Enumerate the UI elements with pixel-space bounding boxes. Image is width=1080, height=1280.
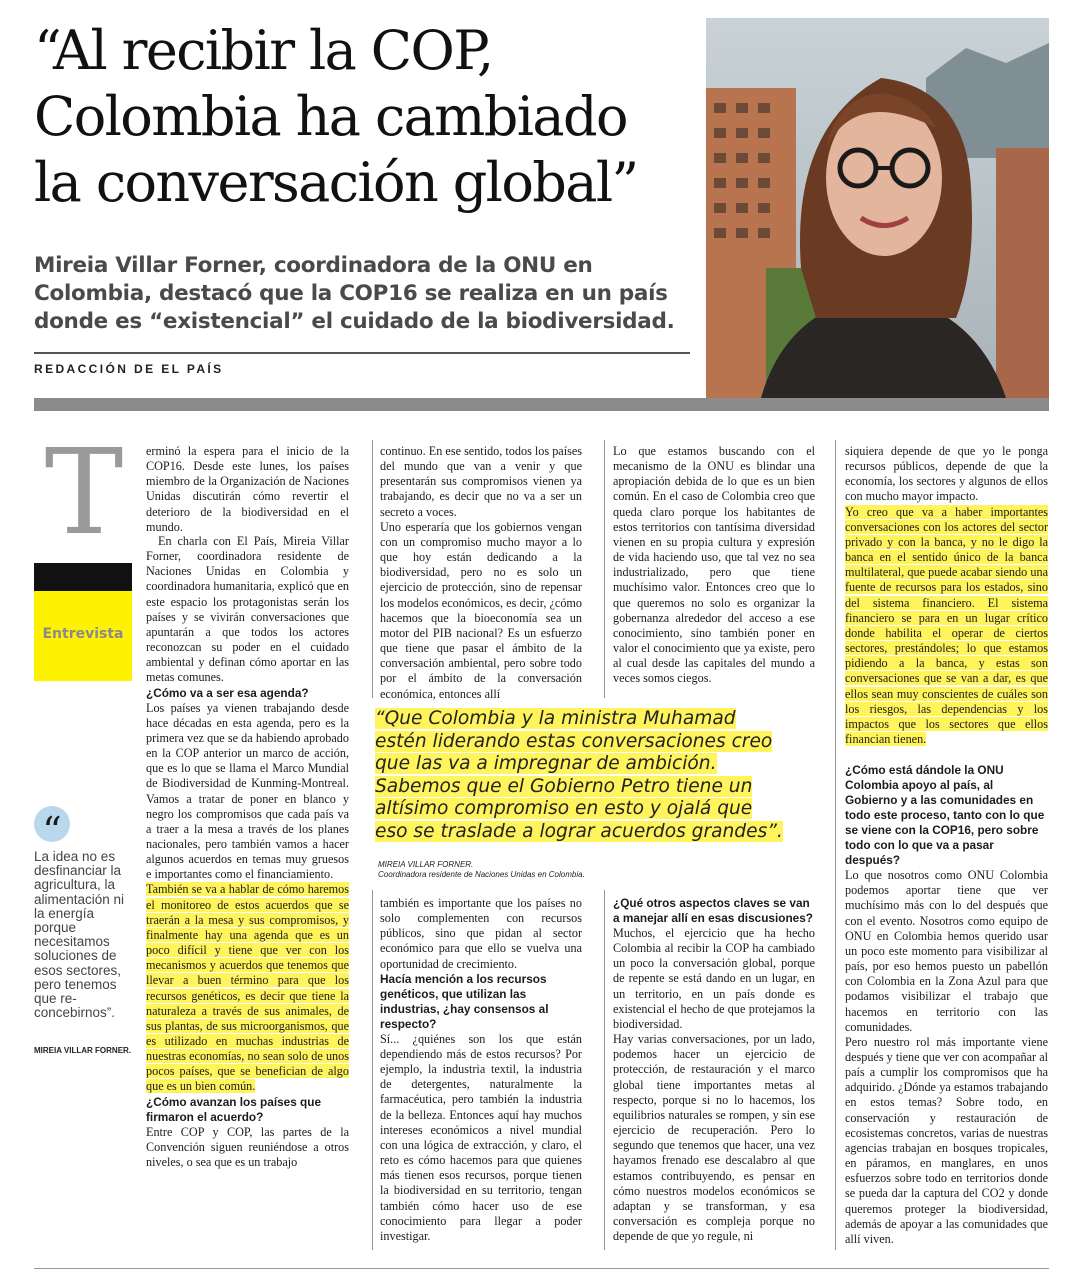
section-divider-bar — [34, 398, 1049, 411]
headline-line: Colombia ha cambiado — [34, 85, 627, 148]
quote-line: estén liderando estas conversaciones creo — [375, 730, 773, 752]
paragraph: Hay varias conversaciones, por un lado, podemos hacer un ejercicio de protección, de restauración y el marco global tiene importantes metas al respecto, porque si no lo hacemos, los equilibrios naturales se rompen, y sin ese ejercicio de recuperación. Pero lo segundo que tenemos que hacer, una vez hayamos frenado ese descalabro al que estamos contribuyendo, es pensar en cómo nuestros modelos económicos se adaptan y se transforman, y esa conversación es compleja porque no depende de que yo regule, ni — [613, 1032, 815, 1244]
subheadline — [34, 252, 694, 336]
interview-question: ¿Cómo avanzan los países que firmaron el acuerdo? — [146, 1094, 322, 1124]
drop-cap: T — [44, 423, 124, 561]
paragraph: también es importante que los países no solo complementen con recursos públicos, sino que pidan al sector económico para que ello se vuelva una oportunidad de crecimiento. — [380, 896, 582, 971]
quote-attribution-name: MIREIA VILLAR FORNER. — [378, 860, 474, 869]
subhead-line: donde es “existencial” el cuidado de la biodiversidad. — [34, 309, 675, 334]
paragraph: Muchos, el ejercicio que ha hecho Colombia al recibir la COP ha cambiado un poco la conversación global, porque de repente se está dando en un lugar, en un territorio, en un país donde es existencial el hecho de que protejamos la biodiversidad. — [613, 926, 815, 1031]
column-rule — [372, 890, 373, 1250]
article-column-3-bottom — [613, 896, 815, 1244]
pullquote-text: La idea no es desfinanciar la agricultura, la alimentación ni la energía porque necesitamos soluciones de esos sectores, pero tenemos que re-concebirnos”. — [34, 849, 125, 1021]
column-rule — [372, 440, 373, 698]
portrait-photo — [706, 18, 1049, 398]
headline-line: la conversación global” — [34, 151, 638, 214]
article-column-2-bottom — [380, 896, 582, 1244]
paragraph: Uno esperaría que los gobiernos vengan con un compromiso mucho mayor a lo que hoy están dedicando a la biodiversidad, pero no es solo un ejercicio de protección, sino de repensar los modelos económicos, es decir, ¿cómo hacemos que la bioeconomía sea un motor del PIB nacional? Es un esfuerzo que tiene que pasar el ámbito de la conversación ambiental, pero sobre todo por el ámbito de la conversación económica, entonces allí — [380, 519, 582, 701]
article-column-2 — [380, 444, 582, 702]
highlighted-paragraph — [146, 882, 349, 1094]
article-column-1 — [146, 444, 349, 535]
paragraph: Lo que nosotros como ONU Colombia podemos aportar tiene que ver muchísimo más con lo del después que con el evento. Nosotros como equipo de ONU en Colombia hemos querido usar un poco este momento para visibilizar al país, por eso hemos puesto un pabellón con Colombia en la Zona Azul para que podamos visibilizar el trabajo que hacemos en territorio con las comunidades. — [845, 868, 1048, 1034]
highlight: Yo creo que va a haber importantes conversaciones con los actores del sector privado y con la banca, y no le digo la banca en el sentido único de la banca multilateral, que puede acabar siendo una fuente de recursos para los estados, sino del sistema financiero. El sistema financiero se para en un lugar crítico donde habilita el operar de ciertos sectores, prestándoles; lo que estamos pidiendo a la banca, y estas son conversaciones que se van a dar, es que ellos sean muy conscientes de cuáles son los riesgos, las dependencias y los impactos que los sectores que ellos financian tienen. — [845, 504, 1048, 746]
highlighted-paragraph — [845, 505, 1048, 748]
quote-line: que las va a impregnar de ambición. — [375, 753, 717, 775]
column-rule — [835, 440, 836, 1250]
interview-question: ¿Qué otros aspectos claves se van a manejar allí en esas discusiones? — [613, 896, 813, 925]
paragraph: Sí... ¿quiénes son los que están dependiendo más de estos recursos? Por ejemplo, la industria textil, la industria de detergentes, naturalmente la farmacéutica, pero también la industria de la belleza. Entonces aquí hay muchos intereses económicos a nivel mundial con una lógica de extracción, y claro, el reto es cómo hacemos para que quienes más tienen esos recursos, porque tienen la biodiversidad en su territorio, tengan también cómo hacer uso de ese conocimiento para llegar a poder investigar. — [380, 1031, 582, 1243]
paragraph: Entre COP y COP, las partes de la Convención siguen reuniéndose a otros niveles, o sea que es un trabajo — [146, 1124, 349, 1169]
byline: REDACCIÓN DE EL PAÍS — [34, 362, 224, 376]
headline-line: “Al recibir la COP, — [34, 19, 493, 82]
article-column-3 — [613, 444, 815, 687]
quote-attribution-role: Coordinadora residente de Naciones Unidas en Colombia. — [378, 870, 585, 879]
article-column-4 — [845, 444, 1048, 1247]
quote-line: “Que Colombia y la ministra Muhamad — [375, 708, 736, 729]
paragraph: Los países ya vienen trabajando desde hace décadas en esta agenda, pero es la primera vez que se da habiendo aprobado en la COP anterior un marco de acción, que es lo que se llama el Marco Mundial de Biodiversidad de Kunming-Montreal. Vamos a tratar de poner en blanco y negro los compromisos que cada país va a traer a la mesa a través de los planes nacionales, pero también vamos a hacer algunos acuerdos en temas muy gruesos e importantes como el financiamiento. — [146, 700, 349, 882]
bottom-rule — [34, 1268, 1049, 1269]
interview-question: ¿Cómo está dándole la ONU Colombia apoyo al país, al Gobierno y a las comunidades en todo este proceso, tanto con lo que se viene con la COP16, pero sobre todo con lo que va a pasar después? — [845, 763, 1045, 868]
header-divider — [34, 352, 690, 354]
paragraph: En charla con El País, Mireia Villar Forner, coordinadora residente de Naciones Unidas en Colombia y coordinadora humanitaria, explicó que en este espacio los protagonistas serán los países y se vivirán conversaciones que apuntarán a que todos los actores reconozcan su poder en el cuidado ambiental y definan cómo aportar en las metas comunes. — [146, 534, 349, 685]
quote-line: Sabemos que el Gobierno Petro tiene un — [375, 775, 753, 797]
column-rule — [604, 890, 605, 1250]
article-column-1-cont — [146, 534, 349, 1170]
quote-mark-icon: “ — [34, 806, 70, 842]
subhead-line: Mireia Villar Forner, coordinadora de la ONU en — [34, 253, 593, 278]
paragraph: Pero nuestro rol más importante viene después y tiene que ver con acompañar al país a cumplir los compromisos que ha adquirido. ¿Dónde ya estamos trabajando en estos temas? Sobre todo, en conservación y restauración de ecosistemas concretos, varias de nuestras agencias trabajan en bosques tropicales, en páramos, en manglares, en unos esfuerzos sobre todo en territorios donde se pueda dar la captura del CO2 y donde queremos proteger la biodiversidad, además de apoyar a las comunidades que allí viven. — [845, 1034, 1048, 1246]
paragraph: siquiera depende de que yo le ponga recursos públicos, depende de que la economía, los sectores y algunos de ellos con mucho mayor impacto. — [845, 444, 1048, 504]
quote-line: eso se traslade a lograr acuerdos grandes”. — [375, 820, 783, 842]
paragraph: erminó la espera para el inicio de la COP16. Desde este lunes, los países miembro de la Organización de Naciones Unidas discutirán cómo revertir el deterioro de la biodiversidad en el mundo. — [146, 444, 349, 534]
section-label: Entrevista — [42, 626, 124, 642]
highlight: También se va a hablar de cómo haremos el monitoreo de estos acuerdos que se traerán a la mesa y sus compromisos, y finalmente hay una agenda que es un poco difícil y tiene que ver con los mecanismos y acuerdos que tenemos que llevar a buen término para que los recursos genéticos, es decir que tiene la naturaleza a través de sus animales, de sus plantas, de sus microorganismos, que es utilizado en muchas industrias de nuestras economías, no sean solo de unos pocos países, que se benefician de algo que es un bien común. — [146, 882, 349, 1094]
interview-question: Hacía mención a los recursos genéticos, que utilizan las industrias, ¿hay consensos al respecto? — [380, 971, 549, 1031]
subhead-line: Colombia, destacó que la COP16 se realiza en un país — [34, 281, 668, 306]
section-tag-bar — [34, 563, 132, 591]
featured-quote — [375, 708, 830, 844]
quote-line: altísimo compromiso en esto y ojalá que — [375, 798, 753, 820]
paragraph: continuo. En ese sentido, todos los países del mundo que van a venir y que presentarán sus compromisos vienen ya trabajando, es decir que no va a ser un secreto a voces. — [380, 444, 582, 519]
column-rule — [604, 440, 605, 698]
headline — [34, 18, 724, 216]
pullquote-author: MIREIA VILLAR FORNER. — [34, 1046, 132, 1055]
paragraph: Lo que estamos buscando con el mecanismo de la ONU es blindar una apropiación debida de lo que es un bien común. En el caso de Colombia creo que queda claro porque los habitantes de estos territorios con tantísima diversidad vienen en su propia cultura y expresión de vida haciendo uso, que tal vez no sea industrializado, pero que tiene muchísimo valor. Entonces creo que lo que queremos no solo es organizar la gobernanza alrededor del acceso a ese conocimiento, sino también poner en valor el conocimiento que ya existe, pero al cual desde las capitales del mundo a veces somos ciegos. — [613, 444, 815, 686]
interview-question: ¿Cómo va a ser esa agenda? — [146, 685, 309, 700]
portrait-illustration — [706, 18, 1049, 398]
